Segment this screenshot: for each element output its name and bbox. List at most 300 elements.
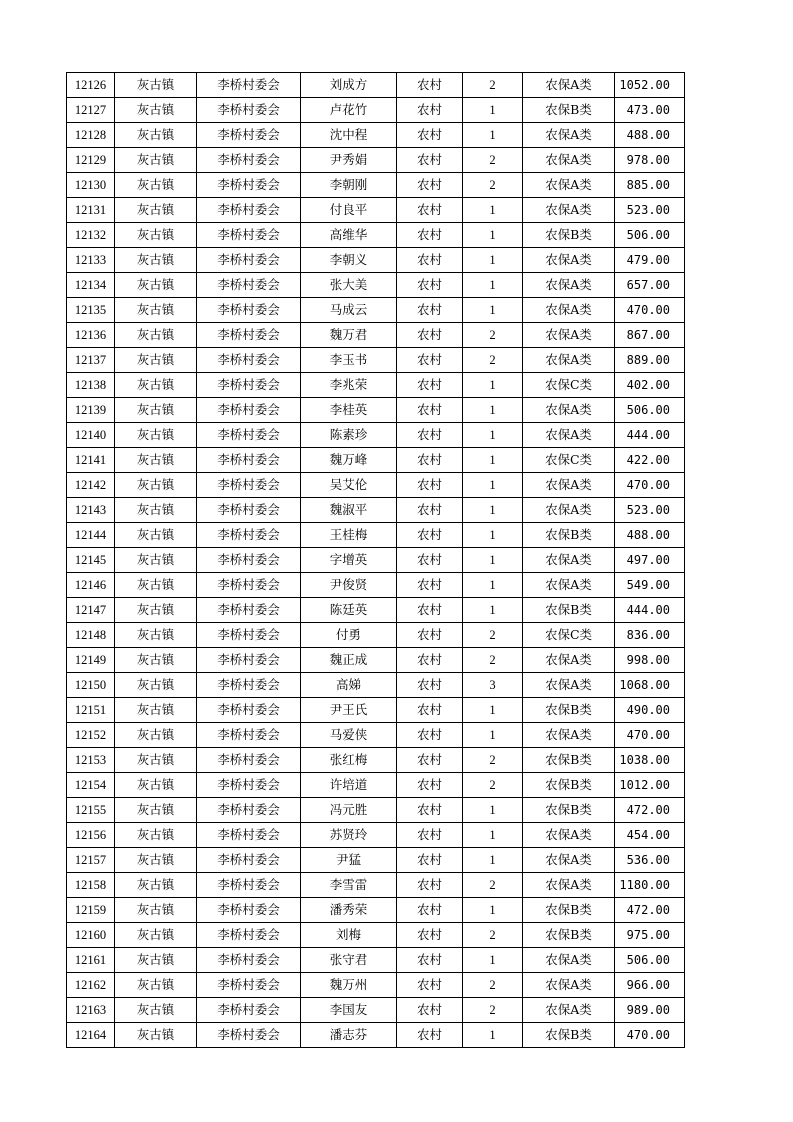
name-cell: 马爱侠 — [301, 723, 397, 748]
name-cell: 尹猛 — [301, 848, 397, 873]
village-committee-cell: 李桥村委会 — [197, 548, 301, 573]
household-count-cell: 1 — [463, 948, 523, 973]
record-id-cell: 12141 — [67, 448, 115, 473]
amount-cell: 506.00 — [615, 223, 685, 248]
town-cell: 灰古镇 — [115, 723, 197, 748]
area-type-cell: 农村 — [397, 623, 463, 648]
town-cell: 灰古镇 — [115, 73, 197, 98]
table-row — [67, 298, 685, 323]
amount-cell: 975.00 — [615, 923, 685, 948]
insurance-category-cell: 农保A类 — [523, 673, 615, 698]
amount-cell: 497.00 — [615, 548, 685, 573]
amount-cell: 488.00 — [615, 523, 685, 548]
amount-cell: 1038.00 — [615, 748, 685, 773]
table-row — [67, 498, 685, 523]
household-count-cell: 2 — [463, 348, 523, 373]
table-body — [67, 73, 685, 1048]
household-count-cell: 2 — [463, 148, 523, 173]
amount-cell: 523.00 — [615, 198, 685, 223]
record-id-cell: 12161 — [67, 948, 115, 973]
household-count-cell: 1 — [463, 698, 523, 723]
insurance-category-cell: 农保A类 — [523, 948, 615, 973]
record-id-cell: 12164 — [67, 1023, 115, 1048]
insurance-category-cell: 农保A类 — [523, 398, 615, 423]
record-id-cell: 12142 — [67, 473, 115, 498]
name-cell: 潘秀荣 — [301, 898, 397, 923]
table-row — [67, 423, 685, 448]
table-row — [67, 248, 685, 273]
amount-cell: 867.00 — [615, 323, 685, 348]
record-id-cell: 12163 — [67, 998, 115, 1023]
record-id-cell: 12134 — [67, 273, 115, 298]
village-committee-cell: 李桥村委会 — [197, 748, 301, 773]
table-row — [67, 323, 685, 348]
name-cell: 付良平 — [301, 198, 397, 223]
insurance-category-cell: 农保B类 — [523, 773, 615, 798]
amount-cell: 472.00 — [615, 898, 685, 923]
village-committee-cell: 李桥村委会 — [197, 798, 301, 823]
name-cell: 尹俊贤 — [301, 573, 397, 598]
household-count-cell: 2 — [463, 773, 523, 798]
record-id-cell: 12135 — [67, 298, 115, 323]
table-row — [67, 848, 685, 873]
insurance-category-cell: 农保A类 — [523, 73, 615, 98]
household-count-cell: 2 — [463, 973, 523, 998]
record-id-cell: 12154 — [67, 773, 115, 798]
record-id-cell: 12137 — [67, 348, 115, 373]
table-row — [67, 98, 685, 123]
name-cell: 李桂英 — [301, 398, 397, 423]
name-cell: 高维华 — [301, 223, 397, 248]
record-id-cell: 12128 — [67, 123, 115, 148]
household-count-cell: 1 — [463, 898, 523, 923]
table-row — [67, 998, 685, 1023]
amount-cell: 966.00 — [615, 973, 685, 998]
insurance-category-cell: 农保B类 — [523, 98, 615, 123]
insurance-category-cell: 农保A类 — [523, 873, 615, 898]
record-id-cell: 12130 — [67, 173, 115, 198]
village-committee-cell: 李桥村委会 — [197, 923, 301, 948]
town-cell: 灰古镇 — [115, 498, 197, 523]
amount-cell: 444.00 — [615, 423, 685, 448]
household-count-cell: 1 — [463, 198, 523, 223]
name-cell: 李朝义 — [301, 248, 397, 273]
name-cell: 魏万州 — [301, 973, 397, 998]
amount-cell: 889.00 — [615, 348, 685, 373]
town-cell: 灰古镇 — [115, 948, 197, 973]
town-cell: 灰古镇 — [115, 973, 197, 998]
table-row — [67, 198, 685, 223]
record-id-cell: 12153 — [67, 748, 115, 773]
insurance-category-cell: 农保A类 — [523, 548, 615, 573]
name-cell: 沈中程 — [301, 123, 397, 148]
record-id-cell: 12143 — [67, 498, 115, 523]
name-cell: 李兆荣 — [301, 373, 397, 398]
area-type-cell: 农村 — [397, 998, 463, 1023]
amount-cell: 998.00 — [615, 648, 685, 673]
insurance-category-cell: 农保B类 — [523, 223, 615, 248]
table-row — [67, 173, 685, 198]
record-id-cell: 12145 — [67, 548, 115, 573]
town-cell: 灰古镇 — [115, 923, 197, 948]
amount-cell: 885.00 — [615, 173, 685, 198]
village-committee-cell: 李桥村委会 — [197, 198, 301, 223]
village-committee-cell: 李桥村委会 — [197, 598, 301, 623]
record-id-cell: 12129 — [67, 148, 115, 173]
record-id-cell: 12155 — [67, 798, 115, 823]
village-committee-cell: 李桥村委会 — [197, 1023, 301, 1048]
amount-cell: 488.00 — [615, 123, 685, 148]
record-id-cell: 12133 — [67, 248, 115, 273]
table-row — [67, 823, 685, 848]
insurance-category-cell: 农保A类 — [523, 848, 615, 873]
town-cell: 灰古镇 — [115, 773, 197, 798]
table-row — [67, 648, 685, 673]
area-type-cell: 农村 — [397, 648, 463, 673]
insurance-category-cell: 农保B类 — [523, 898, 615, 923]
name-cell: 陈素珍 — [301, 423, 397, 448]
area-type-cell: 农村 — [397, 823, 463, 848]
household-count-cell: 1 — [463, 1023, 523, 1048]
amount-cell: 1052.00 — [615, 73, 685, 98]
village-committee-cell: 李桥村委会 — [197, 223, 301, 248]
area-type-cell: 农村 — [397, 548, 463, 573]
area-type-cell: 农村 — [397, 873, 463, 898]
insurance-category-cell: 农保C类 — [523, 448, 615, 473]
name-cell: 高娣 — [301, 673, 397, 698]
insurance-category-cell: 农保A类 — [523, 198, 615, 223]
town-cell: 灰古镇 — [115, 323, 197, 348]
amount-cell: 1012.00 — [615, 773, 685, 798]
table-row — [67, 448, 685, 473]
insurance-category-cell: 农保A类 — [523, 998, 615, 1023]
name-cell: 李雪雷 — [301, 873, 397, 898]
table-row — [67, 773, 685, 798]
name-cell: 李朝刚 — [301, 173, 397, 198]
record-id-cell: 12147 — [67, 598, 115, 623]
town-cell: 灰古镇 — [115, 673, 197, 698]
record-id-cell: 12140 — [67, 423, 115, 448]
amount-cell: 454.00 — [615, 823, 685, 848]
household-count-cell: 1 — [463, 573, 523, 598]
insurance-category-cell: 农保A类 — [523, 123, 615, 148]
household-count-cell: 2 — [463, 923, 523, 948]
area-type-cell: 农村 — [397, 448, 463, 473]
name-cell: 张大美 — [301, 273, 397, 298]
town-cell: 灰古镇 — [115, 98, 197, 123]
table-row — [67, 898, 685, 923]
household-count-cell: 2 — [463, 323, 523, 348]
village-committee-cell: 李桥村委会 — [197, 873, 301, 898]
town-cell: 灰古镇 — [115, 548, 197, 573]
table-row — [67, 398, 685, 423]
household-count-cell: 1 — [463, 723, 523, 748]
table-row — [67, 1023, 685, 1048]
area-type-cell: 农村 — [397, 173, 463, 198]
record-id-cell: 12149 — [67, 648, 115, 673]
record-id-cell: 12150 — [67, 673, 115, 698]
household-count-cell: 1 — [463, 248, 523, 273]
table-row — [67, 123, 685, 148]
data-table — [66, 72, 685, 1048]
household-count-cell: 2 — [463, 998, 523, 1023]
town-cell: 灰古镇 — [115, 423, 197, 448]
area-type-cell: 农村 — [397, 373, 463, 398]
town-cell: 灰古镇 — [115, 748, 197, 773]
record-id-cell: 12156 — [67, 823, 115, 848]
name-cell: 魏正成 — [301, 648, 397, 673]
table-row — [67, 273, 685, 298]
area-type-cell: 农村 — [397, 973, 463, 998]
area-type-cell: 农村 — [397, 773, 463, 798]
name-cell: 刘梅 — [301, 923, 397, 948]
insurance-category-cell: 农保B类 — [523, 698, 615, 723]
area-type-cell: 农村 — [397, 498, 463, 523]
record-id-cell: 12158 — [67, 873, 115, 898]
village-committee-cell: 李桥村委会 — [197, 373, 301, 398]
village-committee-cell: 李桥村委会 — [197, 973, 301, 998]
town-cell: 灰古镇 — [115, 473, 197, 498]
amount-cell: 523.00 — [615, 498, 685, 523]
name-cell: 王桂梅 — [301, 523, 397, 548]
household-count-cell: 1 — [463, 498, 523, 523]
village-committee-cell: 李桥村委会 — [197, 448, 301, 473]
area-type-cell: 农村 — [397, 123, 463, 148]
village-committee-cell: 李桥村委会 — [197, 498, 301, 523]
town-cell: 灰古镇 — [115, 623, 197, 648]
record-id-cell: 12152 — [67, 723, 115, 748]
name-cell: 字增英 — [301, 548, 397, 573]
village-committee-cell: 李桥村委会 — [197, 323, 301, 348]
amount-cell: 472.00 — [615, 798, 685, 823]
record-id-cell: 12131 — [67, 198, 115, 223]
name-cell: 刘成方 — [301, 73, 397, 98]
town-cell: 灰古镇 — [115, 198, 197, 223]
village-committee-cell: 李桥村委会 — [197, 898, 301, 923]
village-committee-cell: 李桥村委会 — [197, 423, 301, 448]
area-type-cell: 农村 — [397, 1023, 463, 1048]
village-committee-cell: 李桥村委会 — [197, 848, 301, 873]
table-row — [67, 523, 685, 548]
amount-cell: 1068.00 — [615, 673, 685, 698]
town-cell: 灰古镇 — [115, 998, 197, 1023]
village-committee-cell: 李桥村委会 — [197, 673, 301, 698]
village-committee-cell: 李桥村委会 — [197, 248, 301, 273]
amount-cell: 506.00 — [615, 948, 685, 973]
table-row — [67, 673, 685, 698]
insurance-category-cell: 农保A类 — [523, 973, 615, 998]
village-committee-cell: 李桥村委会 — [197, 723, 301, 748]
area-type-cell: 农村 — [397, 298, 463, 323]
amount-cell: 1180.00 — [615, 873, 685, 898]
area-type-cell: 农村 — [397, 923, 463, 948]
household-count-cell: 1 — [463, 273, 523, 298]
insurance-category-cell: 农保A类 — [523, 173, 615, 198]
area-type-cell: 农村 — [397, 73, 463, 98]
record-id-cell: 12148 — [67, 623, 115, 648]
household-count-cell: 1 — [463, 123, 523, 148]
amount-cell: 657.00 — [615, 273, 685, 298]
insurance-category-cell: 农保B类 — [523, 598, 615, 623]
record-id-cell: 12144 — [67, 523, 115, 548]
table-row — [67, 748, 685, 773]
insurance-category-cell: 农保B类 — [523, 523, 615, 548]
village-committee-cell: 李桥村委会 — [197, 148, 301, 173]
amount-cell: 444.00 — [615, 598, 685, 623]
village-committee-cell: 李桥村委会 — [197, 648, 301, 673]
insurance-category-cell: 农保C类 — [523, 623, 615, 648]
household-count-cell: 1 — [463, 548, 523, 573]
village-committee-cell: 李桥村委会 — [197, 98, 301, 123]
village-committee-cell: 李桥村委会 — [197, 73, 301, 98]
insurance-category-cell: 农保A类 — [523, 273, 615, 298]
table-row — [67, 973, 685, 998]
household-count-cell: 1 — [463, 298, 523, 323]
name-cell: 潘志芬 — [301, 1023, 397, 1048]
area-type-cell: 农村 — [397, 248, 463, 273]
insurance-category-cell: 农保B类 — [523, 1023, 615, 1048]
amount-cell: 422.00 — [615, 448, 685, 473]
insurance-category-cell: 农保A类 — [523, 323, 615, 348]
village-committee-cell: 李桥村委会 — [197, 698, 301, 723]
table-row — [67, 698, 685, 723]
table-row — [67, 873, 685, 898]
insurance-category-cell: 农保A类 — [523, 473, 615, 498]
insurance-category-cell: 农保A类 — [523, 348, 615, 373]
town-cell: 灰古镇 — [115, 123, 197, 148]
area-type-cell: 农村 — [397, 573, 463, 598]
amount-cell: 402.00 — [615, 373, 685, 398]
name-cell: 魏万峰 — [301, 448, 397, 473]
area-type-cell: 农村 — [397, 748, 463, 773]
record-id-cell: 12132 — [67, 223, 115, 248]
area-type-cell: 农村 — [397, 598, 463, 623]
insurance-category-cell: 农保A类 — [523, 648, 615, 673]
amount-cell: 470.00 — [615, 298, 685, 323]
amount-cell: 836.00 — [615, 623, 685, 648]
area-type-cell: 农村 — [397, 98, 463, 123]
village-committee-cell: 李桥村委会 — [197, 398, 301, 423]
area-type-cell: 农村 — [397, 798, 463, 823]
area-type-cell: 农村 — [397, 423, 463, 448]
household-count-cell: 2 — [463, 648, 523, 673]
amount-cell: 506.00 — [615, 398, 685, 423]
name-cell: 冯元胜 — [301, 798, 397, 823]
name-cell: 李玉书 — [301, 348, 397, 373]
record-id-cell: 12146 — [67, 573, 115, 598]
name-cell: 尹秀娟 — [301, 148, 397, 173]
village-committee-cell: 李桥村委会 — [197, 948, 301, 973]
area-type-cell: 农村 — [397, 523, 463, 548]
household-count-cell: 1 — [463, 823, 523, 848]
household-count-cell: 1 — [463, 223, 523, 248]
household-count-cell: 2 — [463, 623, 523, 648]
household-count-cell: 2 — [463, 173, 523, 198]
household-count-cell: 2 — [463, 873, 523, 898]
record-id-cell: 12136 — [67, 323, 115, 348]
name-cell: 吴艾伦 — [301, 473, 397, 498]
village-committee-cell: 李桥村委会 — [197, 523, 301, 548]
household-count-cell: 1 — [463, 373, 523, 398]
record-id-cell: 12126 — [67, 73, 115, 98]
village-committee-cell: 李桥村委会 — [197, 823, 301, 848]
area-type-cell: 农村 — [397, 198, 463, 223]
table-row — [67, 223, 685, 248]
table-row — [67, 548, 685, 573]
household-count-cell: 1 — [463, 848, 523, 873]
name-cell: 魏淑平 — [301, 498, 397, 523]
village-committee-cell: 李桥村委会 — [197, 623, 301, 648]
record-id-cell: 12127 — [67, 98, 115, 123]
name-cell: 张守君 — [301, 948, 397, 973]
area-type-cell: 农村 — [397, 323, 463, 348]
name-cell: 陈廷英 — [301, 598, 397, 623]
village-committee-cell: 李桥村委会 — [197, 173, 301, 198]
household-count-cell: 1 — [463, 798, 523, 823]
area-type-cell: 农村 — [397, 223, 463, 248]
household-count-cell: 1 — [463, 473, 523, 498]
table-row — [67, 798, 685, 823]
town-cell: 灰古镇 — [115, 848, 197, 873]
village-committee-cell: 李桥村委会 — [197, 123, 301, 148]
village-committee-cell: 李桥村委会 — [197, 998, 301, 1023]
area-type-cell: 农村 — [397, 273, 463, 298]
town-cell: 灰古镇 — [115, 398, 197, 423]
record-id-cell: 12157 — [67, 848, 115, 873]
area-type-cell: 农村 — [397, 848, 463, 873]
insurance-category-cell: 农保A类 — [523, 498, 615, 523]
village-committee-cell: 李桥村委会 — [197, 773, 301, 798]
insurance-category-cell: 农保B类 — [523, 798, 615, 823]
name-cell: 李国友 — [301, 998, 397, 1023]
town-cell: 灰古镇 — [115, 373, 197, 398]
town-cell: 灰古镇 — [115, 273, 197, 298]
table-row — [67, 148, 685, 173]
household-count-cell: 1 — [463, 423, 523, 448]
town-cell: 灰古镇 — [115, 573, 197, 598]
insurance-category-cell: 农保A类 — [523, 823, 615, 848]
table-row — [67, 73, 685, 98]
amount-cell: 470.00 — [615, 723, 685, 748]
table-row — [67, 598, 685, 623]
insurance-category-cell: 农保C类 — [523, 373, 615, 398]
table-row — [67, 348, 685, 373]
insurance-category-cell: 农保A类 — [523, 723, 615, 748]
name-cell: 苏贤玲 — [301, 823, 397, 848]
town-cell: 灰古镇 — [115, 248, 197, 273]
village-committee-cell: 李桥村委会 — [197, 298, 301, 323]
area-type-cell: 农村 — [397, 473, 463, 498]
name-cell: 马成云 — [301, 298, 397, 323]
insurance-category-cell: 农保A类 — [523, 248, 615, 273]
table-row — [67, 948, 685, 973]
household-count-cell: 3 — [463, 673, 523, 698]
amount-cell: 473.00 — [615, 98, 685, 123]
town-cell: 灰古镇 — [115, 823, 197, 848]
town-cell: 灰古镇 — [115, 448, 197, 473]
amount-cell: 490.00 — [615, 698, 685, 723]
village-committee-cell: 李桥村委会 — [197, 473, 301, 498]
household-count-cell: 2 — [463, 748, 523, 773]
name-cell: 张红梅 — [301, 748, 397, 773]
insurance-category-cell: 农保B类 — [523, 748, 615, 773]
village-committee-cell: 李桥村委会 — [197, 273, 301, 298]
amount-cell: 536.00 — [615, 848, 685, 873]
record-id-cell: 12162 — [67, 973, 115, 998]
table-row — [67, 623, 685, 648]
town-cell: 灰古镇 — [115, 648, 197, 673]
town-cell: 灰古镇 — [115, 698, 197, 723]
